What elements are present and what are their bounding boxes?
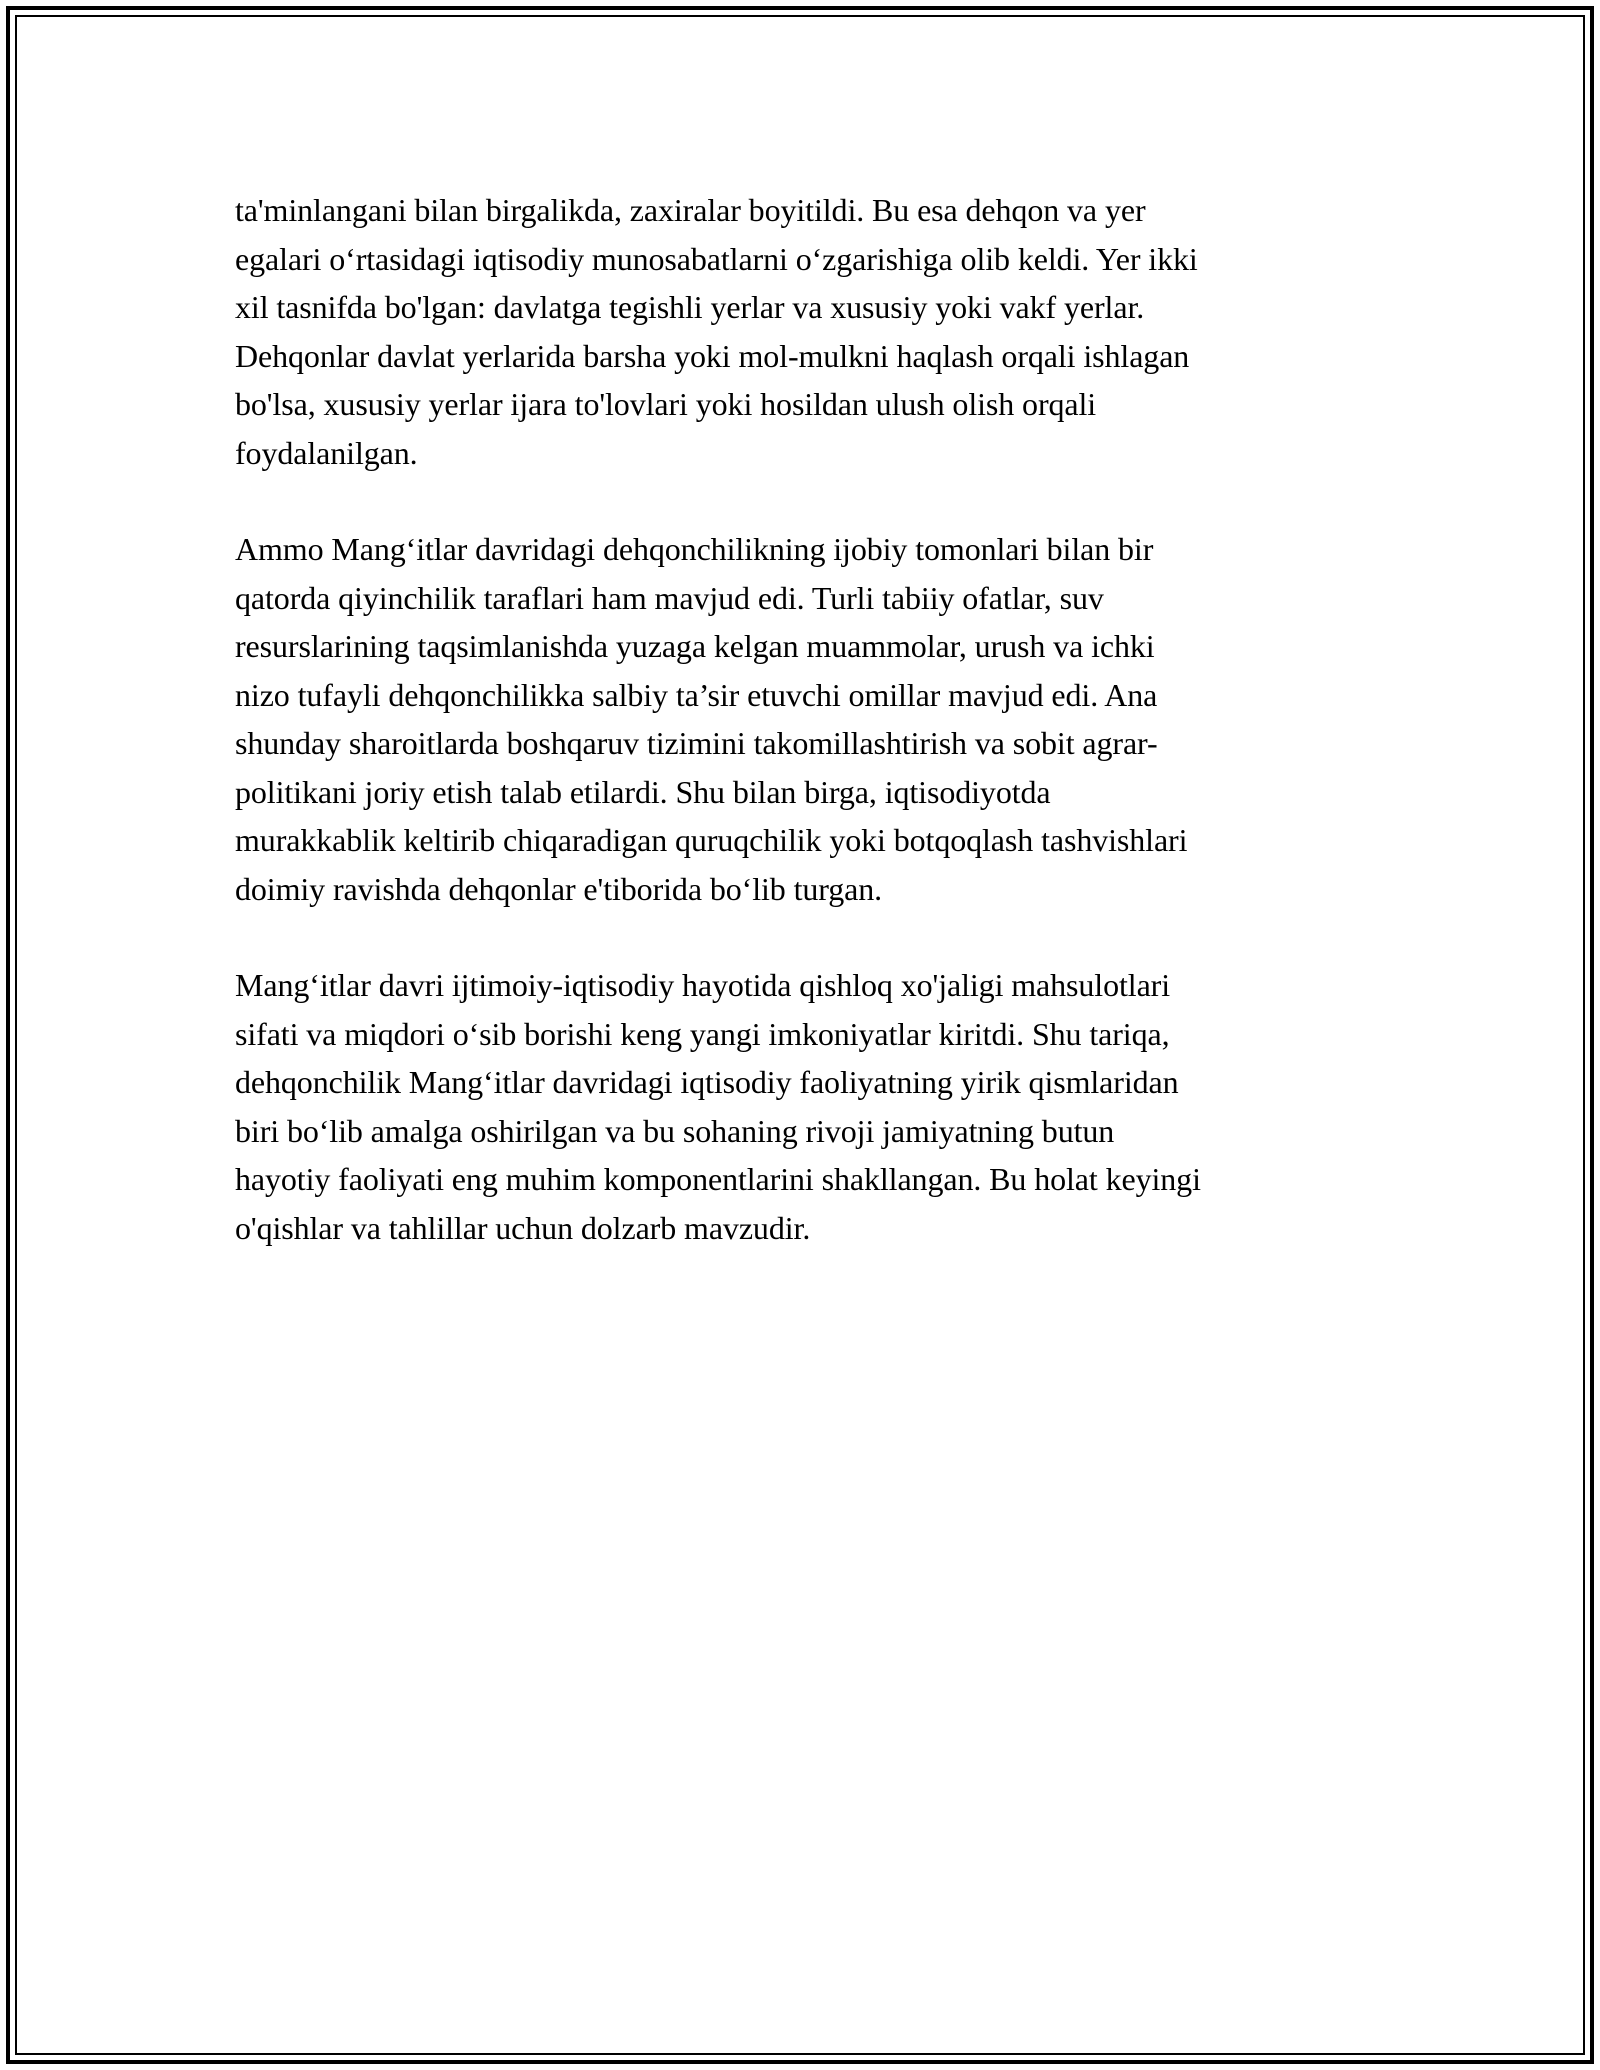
paragraph-2: Ammo Mang‘itlar davridagi dehqonchilikning ijobiy tomonlari bilan bir qatorda qiyinchilik taraflari ham mavjud edi. Turli tabiiy ofatlar, suv resurslarining taqsimlanishda yuzaga kelgan muammolar, urush va ichki nizo tufayli dehqonchilikka salbiy ta’sir etuvchi omillar mavjud edi. Ana shunday sharoitlarda boshqaruv tizimini takomillashtirish va sobit agrar- politikani joriy etish talab etilardi. Shu bilan birga, iqtisodiyotda murakkablik keltirib chiqaradigan quruqchilik yoki botqoqlash tashvishlari doimiy ravishda dehqonlar e'tiborida bo‘lib turgan. <box>235 531 1188 907</box>
document-body <box>235 186 1370 1252</box>
paragraph-3: Mang‘itlar davri ijtimoiy-iqtisodiy hayotida qishloq xo'jaligi mahsulotlari sifati va miqdori o‘sib borishi keng yangi imkoniyatlar kiritdi. Shu tariqa, dehqonchilik Mang‘itlar davridagi iqtisodiy faoliyatning yirik qismlaridan biri bo‘lib amalga oshirilgan va bu sohaning rivoji jamiyatning butun hayotiy faoliyati eng muhim komponentlarini shakllangan. Bu holat keyingi o'qishlar va tahlillar uchun dolzarb mavzudir. <box>235 967 1201 1246</box>
paragraph-1: ta'minlangani bilan birgalikda, zaxiralar boyitildi. Bu esa dehqon va yer egalari o‘rtasidagi iqtisodiy munosabatlarni o‘zgarishiga olib keldi. Yer ikki xil tasnifda bo'lgan: davlatga tegishli yerlar va xususiy yoki vakf yerlar. Dehqonlar davlat yerlarida barsha yoki mol-mulkni haqlash orqali ishlagan bo'lsa, xususiy yerlar ijara to'lovlari yoki hosildan ulush olish orqali foydalanilgan. <box>235 192 1198 471</box>
